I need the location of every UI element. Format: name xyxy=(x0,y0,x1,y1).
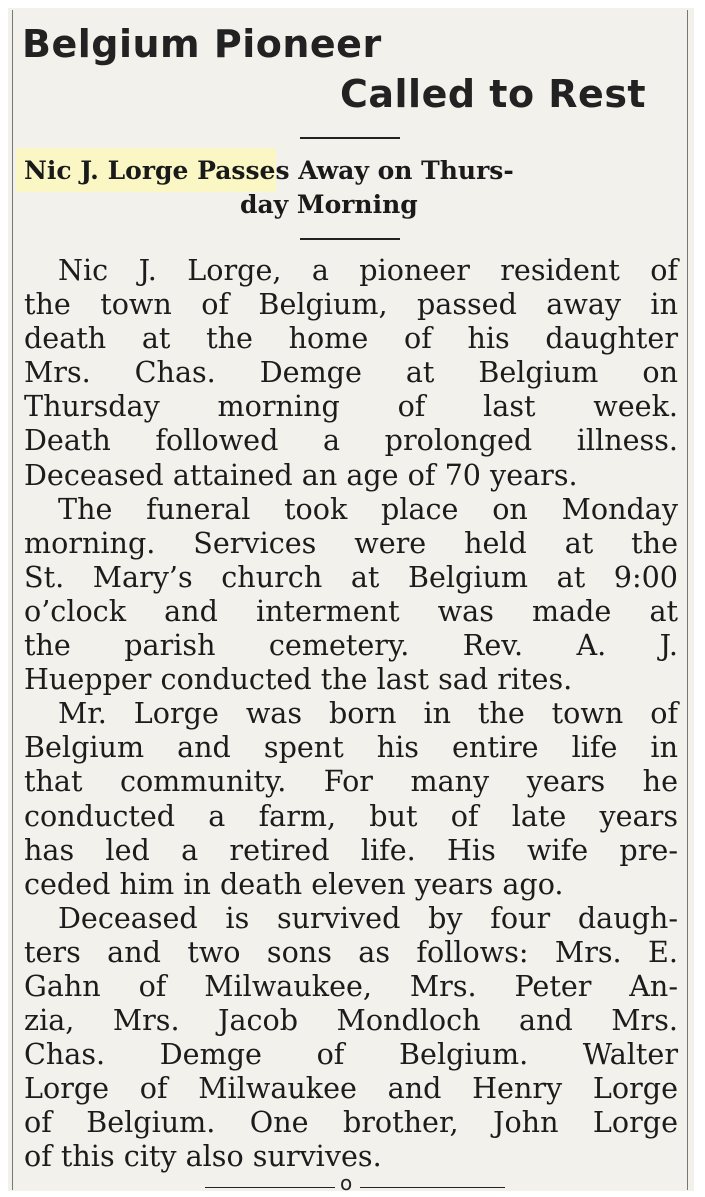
body-line: Death followed a prolonged illness. xyxy=(24,423,678,458)
body-line: Chas. Demge of Belgium. Walter xyxy=(24,1037,678,1072)
body-line: that community. For many years he xyxy=(24,764,678,799)
end-rule-left xyxy=(205,1187,335,1188)
headline-line-2: Called to Rest xyxy=(340,72,647,116)
body-line: of this city also survives. xyxy=(24,1139,382,1174)
body-line: Deceased attained an age of 70 years. xyxy=(24,457,578,492)
body-line: of Belgium. One brother, John Lorge xyxy=(24,1105,678,1140)
body-line: conducted a farm, but of late years xyxy=(24,798,678,833)
body-line: The funeral took place on Monday xyxy=(58,491,678,526)
body-line: morning. Services were held at the xyxy=(24,525,678,560)
article-body xyxy=(24,253,678,1174)
body-line: has led a retired life. His wife pre- xyxy=(24,832,678,867)
column-rule-left xyxy=(12,10,13,1190)
column-rule-right xyxy=(687,10,688,1190)
body-line: death at the home of his daughter xyxy=(24,321,678,356)
body-line: Deceased is survived by four daugh- xyxy=(58,900,678,935)
body-line: the parish cemetery. Rev. A. J. xyxy=(24,628,678,663)
end-rule-right xyxy=(360,1187,505,1188)
body-line: Nic J. Lorge, a pioneer resident of xyxy=(58,253,678,287)
headline-line-1: Belgium Pioneer xyxy=(22,22,382,66)
subhead-line-2: day Morning xyxy=(240,190,418,219)
body-line: Lorge of Milwaukee and Henry Lorge xyxy=(24,1071,678,1106)
subhead-divider xyxy=(300,238,400,240)
body-line: Mrs. Chas. Demge at Belgium on xyxy=(24,355,678,390)
body-line: the town of Belgium, passed away in xyxy=(24,287,678,322)
body-line: St. Mary’s church at Belgium at 9:00 xyxy=(24,559,678,594)
body-line: Belgium and spent his entire life in xyxy=(24,730,678,765)
body-line: Gahn of Milwaukee, Mrs. Peter An- xyxy=(24,968,678,1003)
end-mark: o xyxy=(340,1171,353,1195)
body-line: Huepper conducted the last sad rites. xyxy=(24,662,573,697)
body-line: Thursday morning of last week. xyxy=(24,389,678,424)
body-line: Mr. Lorge was born in the town of xyxy=(58,696,678,731)
subhead-line-1: Nic J. Lorge Passes Away on Thurs- xyxy=(24,156,514,185)
body-line: ceded him in death eleven years ago. xyxy=(24,866,564,901)
body-line: zia, Mrs. Jacob Mondloch and Mrs. xyxy=(24,1003,678,1038)
body-line: ters and two sons as follows: Mrs. E. xyxy=(24,934,678,969)
headline-divider xyxy=(300,137,400,139)
body-line: o’clock and interment was made at xyxy=(24,593,678,628)
